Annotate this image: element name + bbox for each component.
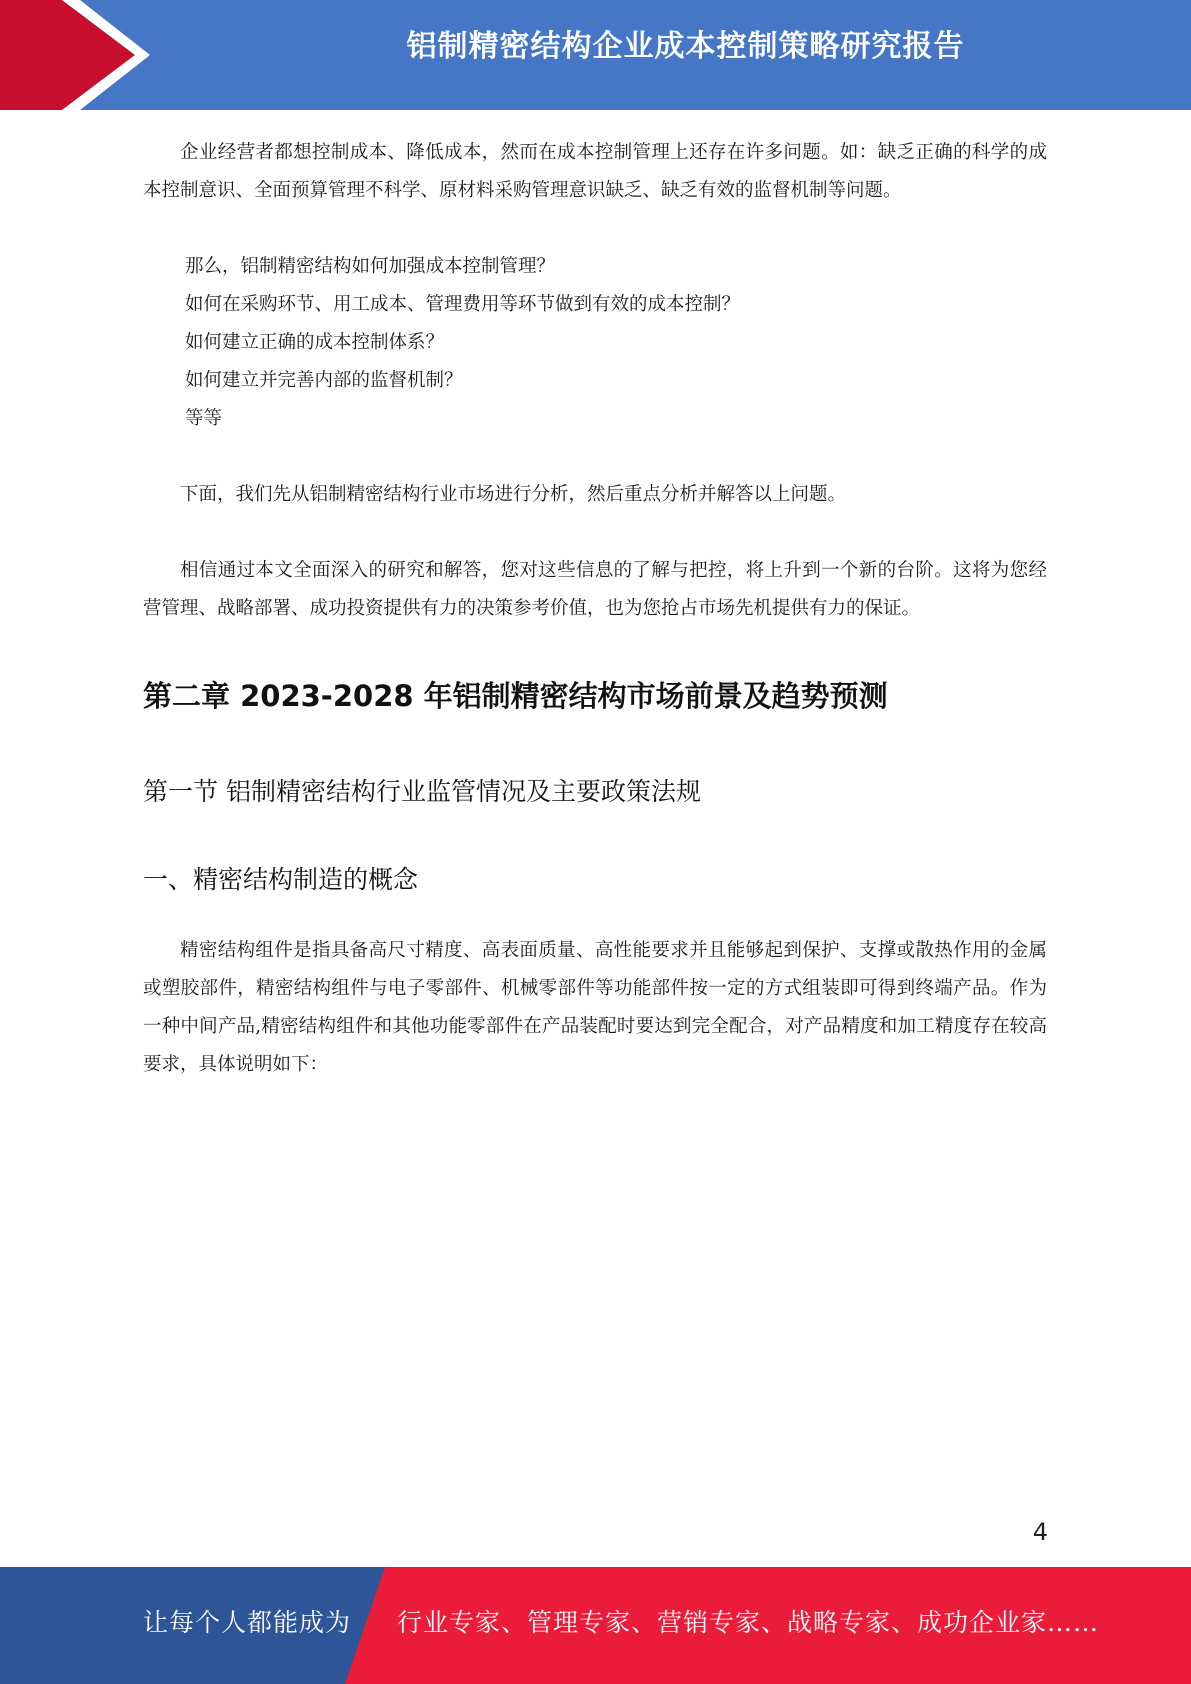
header-red-chevron [0, 0, 150, 110]
question-item: 等等 [185, 408, 223, 429]
question-item: 如何在采购环节、用工成本、管理费用等环节做到有效的成本控制？ [185, 294, 741, 315]
question-item: 那么，铝制精密结构如何加强成本控制管理？ [185, 256, 556, 277]
page-footer [0, 1567, 1191, 1684]
section-heading: 第一节 铝制精密结构行业监管情况及主要政策法规 [143, 777, 701, 806]
page-number: 4 [1032, 1518, 1048, 1546]
report-title: 铝制精密结构企业成本控制策略研究报告 [406, 29, 965, 64]
question-item: 如何建立正确的成本控制体系？ [185, 332, 445, 353]
intro-paragraph-2: 下面，我们先从铝制精密结构行业市场进行分析，然后重点分析并解答以上问题。 [180, 484, 847, 505]
question-list [143, 248, 1047, 438]
footer-slogan-right: 行业专家、管理专家、营销专家、战略专家、成功企业家…… [397, 1608, 1100, 1637]
page-content [143, 134, 1047, 1084]
subsection-heading: 一、精密结构制造的概念 [143, 865, 419, 894]
footer-slogan-left: 让每个人都能成为 [143, 1608, 352, 1637]
question-item: 如何建立并完善内部的监督机制？ [185, 370, 463, 391]
chapter-heading: 第二章 2023-2028 年铝制精密结构市场前景及趋势预测 [143, 679, 888, 713]
concept-paragraph: 精密结构组件是指具备高尺寸精度、高表面质量、高性能要求并且能够起到保护、支撑或散热作用的金属或塑胶部件，精密结构组件与电子零部件、机械零部件等功能部件按一定的方式组装即可得到终端产品。作为一种中间产品,精密结构组件和其他功能零部件在产品装配时要达到完全配合，对产品精度和加工精度存在较高要求，具体说明如下： [143, 940, 1047, 1075]
intro-paragraph-3: 相信通过本文全面深入的研究和解答，您对这些信息的了解与把控，将上升到一个新的台阶。这将为您经营管理、战略部署、成功投资提供有力的决策参考价值，也为您抢占市场先机提供有力的保证。 [143, 560, 1047, 619]
page-header [0, 0, 1191, 110]
intro-paragraph-1: 企业经营者都想控制成本、降低成本，然而在成本控制管理上还存在许多问题。如：缺乏正确的科学的成本控制意识、全面预算管理不科学、原材料采购管理意识缺乏、缺乏有效的监督机制等问题。 [143, 142, 1047, 201]
